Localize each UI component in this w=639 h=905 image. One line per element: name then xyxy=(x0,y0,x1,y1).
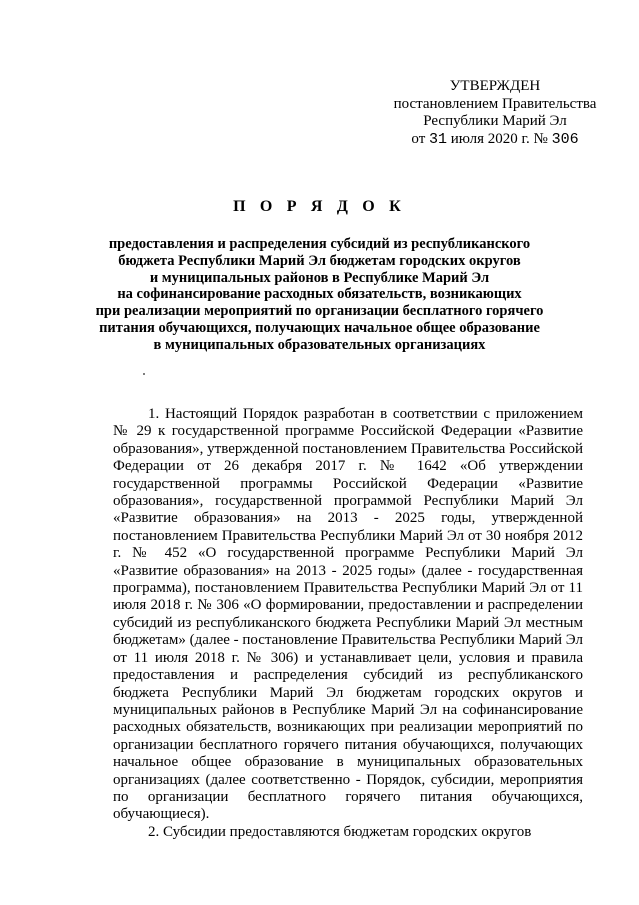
approval-number: 306 xyxy=(551,130,579,148)
approval-day: 31 xyxy=(429,130,448,148)
approval-month-year: июля 2020 г. № xyxy=(450,130,548,147)
document-title: П О Р Я Д О К xyxy=(233,198,406,215)
document-subtitle xyxy=(60,236,579,354)
approval-date-line xyxy=(380,131,610,149)
subtitle-line: питания обучающихся, получающих начальное общее образование xyxy=(99,319,540,336)
approval-title: УТВЕРЖДЕН xyxy=(449,78,541,94)
approval-stamp xyxy=(380,78,610,148)
scan-speck xyxy=(143,373,145,375)
subtitle-line: предоставления и распределения субсидий из республиканского xyxy=(108,236,531,252)
approval-line-1: постановлением Правительства xyxy=(393,95,597,112)
subtitle-line: в муниципальных образовательных организациях xyxy=(153,336,486,353)
approval-line-2: Республики Марий Эл xyxy=(423,113,567,129)
document-body xyxy=(113,406,583,841)
paragraph-2: 2. Субсидии предоставляются бюджетам городских округов xyxy=(148,823,532,840)
subtitle-line: при реализации мероприятий по организации бесплатного горячего xyxy=(95,303,544,320)
approval-date-prefix: от xyxy=(411,130,426,147)
paragraph-1: 1. Настоящий Порядок разработан в соответствии с приложением № 29 к государственной программе Российской Федерации «Развитие образования», утвержденной постановлением Правительства Российской Федерации от 26 декабря 2017 г. № 1642 «Об утверждении государственной программы Российской Федерации «Развитие образования», государственной программой Республики Марий Эл «Развитие образования» на 2013 - 2025 годы, утвержденной постановлением Правительства Республики Марий Эл от 30 ноября 2012 г. № 452 «О государственной программе Республики Марий Эл «Развитие образования» на 2013 - 2025 годы» (далее - государственная программа), постановлением Правительства Республики Марий Эл от 11 июля 2018 г. № 306 «О формировании, предоставлении и распределении субсидий из республиканского бюджета Республики Марий Эл местным бюджетам» (далее - постановление Правительства Республики Марий Эл от 11 июля 2018 г. № 306) и устанавливает цели, условия и правила предоставления и распределения субсидий из республиканского бюджета Республики Марий Эл бюджетам городских округов и муниципальных районов в Республике Марий Эл на софинансирование расходных обязательств, возникающих при реализации мероприятий по организации бесплатного горячего питания обучающихся, получающих начальное общее образование в муниципальных образовательных организациях (далее соответственно - Порядок, субсидии, мероприятия по организации бесплатного горячего питания обучающихся, обучающиеся). xyxy=(113,406,583,823)
subtitle-line: на софинансирование расходных обязательств, возникающих xyxy=(117,286,522,303)
subtitle-line: бюджета Республики Марий Эл бюджетам городских округов xyxy=(118,252,521,269)
subtitle-line: и муниципальных районов в Республике Марий Эл xyxy=(149,269,490,286)
